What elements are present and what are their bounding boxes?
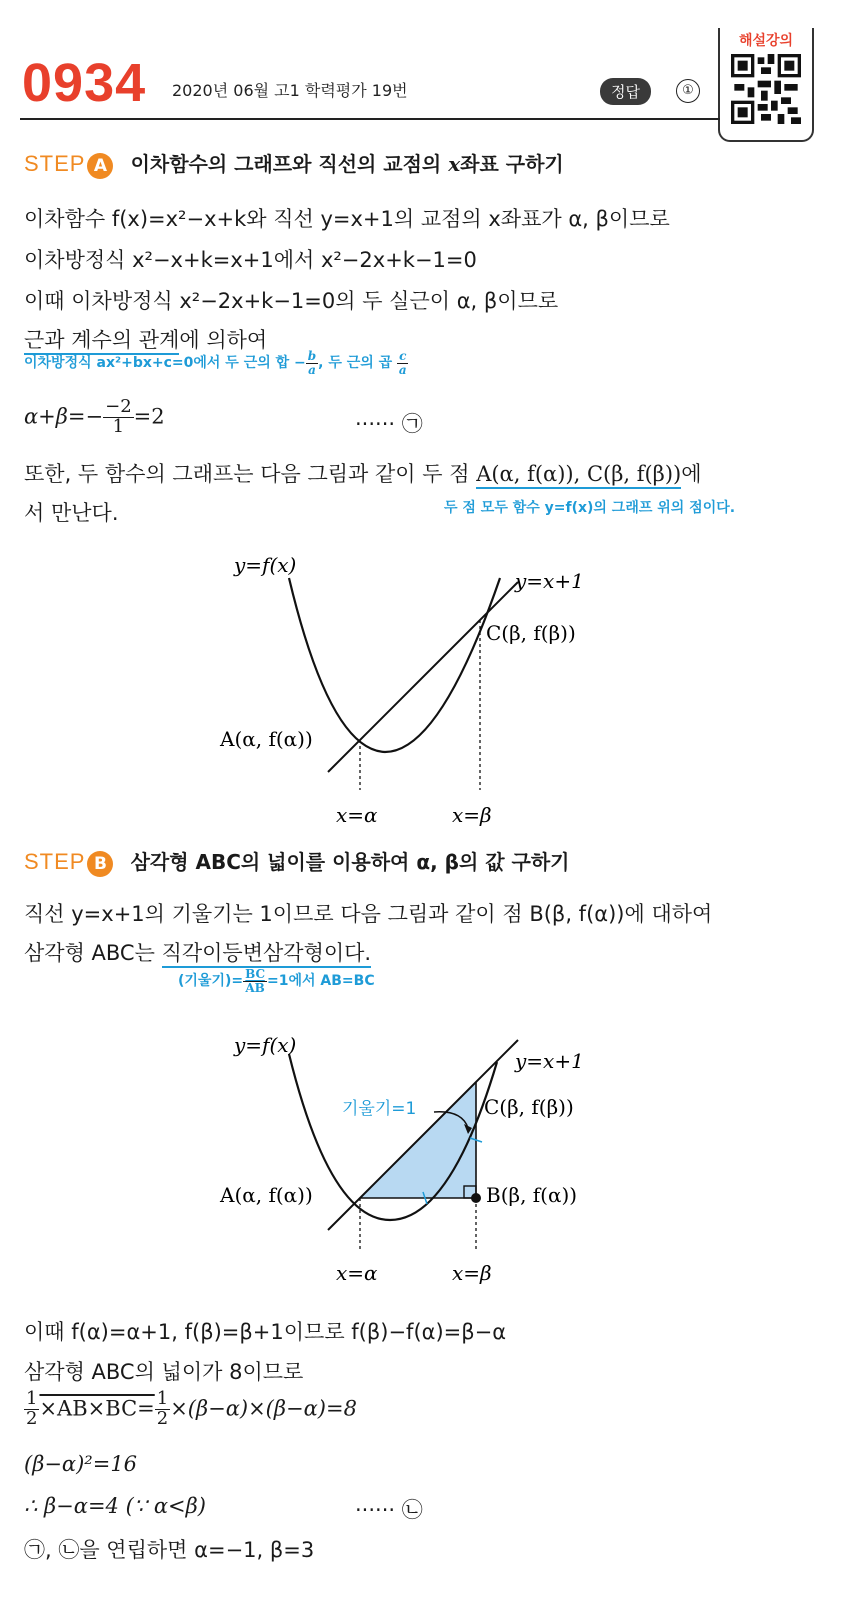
graph-2-x-alpha: x=α [336,1261,378,1285]
intersection-points: A(α, f(α)), C(β, f(β)) [476,462,681,489]
step-a-title: 이차함수의 그래프와 직선의 교점의 x좌표 구하기 [130,152,564,176]
step-a-line-5: 또한, 두 함수의 그래프는 다음 그림과 같이 두 점 A(α, f(α)), C(β, f(β))에 [24,458,702,488]
header-rule [20,118,720,120]
step-b-line-3: 이때 f(α)=α+1, f(β)=β+1이므로 f(β)−f(α)=β−α [24,1320,507,1344]
final-answer: ㉠, ㉡을 연립하면 α=−1, β=3 [24,1538,315,1562]
point-b-dot [471,1193,481,1203]
graph-2-slope-label: 기울기=1 [342,1099,417,1119]
slope-note: (기울기)= $\frac{\overline{BC}}{AB}$ =1에서 AB=BC [178,967,375,995]
equation-3: (β−α)²=16 [24,1452,138,1476]
graph-2-x-beta: x=β [452,1261,492,1285]
step-a-header [24,148,564,179]
answer-label: 정답 [600,78,651,105]
step-b-line-1: 직선 y=x+1의 기울기는 1이므로 다음 그림과 같이 점 B(β, f(α))에 대하여 [24,902,713,926]
qr-label: 해설강의 [738,33,794,49]
step-b-line-4: 삼각형 ABC의 넓이가 8이므로 [24,1360,304,1384]
qr-code-box[interactable] [718,28,814,142]
graph-1-point-a: A(α, f(α)) [220,727,313,751]
graph-1-x-beta: x=β [452,803,492,827]
step-a-line-4: 근과 계수의 관계에 의하여 [24,324,267,354]
graph-1-parabola [289,578,500,752]
problem-number: 0934 [22,53,147,113]
vieta-relation-underline: 근과 계수의 관계 [24,328,179,355]
vieta-note: 이차방정식 ax²+bx+c=0에서 두 근의 합 − $\frac{b}{a}$ , 두 근의 곱 $\frac{c}{a}$ [24,349,407,377]
qr-code-icon [731,54,801,124]
graph-1-point-c: C(β, f(β)) [486,621,576,645]
graph-2-point-b: B(β, f(α)) [486,1183,578,1207]
problem-source: 2020년 06월 고1 학력평가 19번 [172,81,408,100]
step-b-word: STEP [24,849,86,874]
graph-2-line-label: y=x+1 [515,1049,584,1073]
step-a-word: STEP [24,151,86,176]
equation-4: ∴ β−α=4 (∵ α<β) [24,1494,206,1518]
equation-1-tag: ······ ㉠ [355,412,423,436]
equation-2: $\frac{1}{2}$ ×AB×BC= $\frac{1}{2}$ ×(β−α)×(β−α)=8 [26,1388,357,1429]
right-isosceles-underline: 직각이등변삼각형이다. [162,941,372,968]
graph-2-point-c: C(β, f(β)) [484,1095,574,1119]
graph-2 [0,1020,843,1310]
graph-2-curve-label: y=f(x) [234,1033,297,1057]
graph-2-point-a: A(α, f(α)) [220,1183,313,1207]
graph-1-line-label: y=x+1 [515,569,584,593]
step-a-line-6: 서 만난다. [24,501,119,525]
answer-value: ① [676,79,700,103]
graph-1 [0,540,843,840]
step-b-badge: B [87,851,113,877]
step-a-badge: A [87,153,113,179]
points-note: 두 점 모두 함수 y=f(x)의 그래프 위의 점이다. [444,500,736,516]
step-a-line-2: 이차방정식 x²−x+k=x+1에서 x²−2x+k−1=0 [24,248,477,272]
step-a-line-1: 이차함수 f(x)=x²−x+k와 직선 y=x+1의 교점의 x좌표가 α, β이므로 [24,207,670,231]
graph-1-curve-label: y=f(x) [234,553,297,577]
step-b-title: 삼각형 ABC의 넓이를 이용하여 α, β의 값 구하기 [130,850,570,874]
step-b-header [24,846,569,877]
graph-1-line [328,582,518,772]
equation-4-tag: ······ ㉡ [355,1498,423,1522]
graph-1-x-alpha: x=α [336,803,378,827]
equation-1: α+β=− $\frac{-2}{1}$ =2 [24,396,165,437]
step-a-line-3: 이때 이차방정식 x²−2x+k−1=0의 두 실근이 α, β이므로 [24,289,559,313]
step-b-line-2: 삼각형 ABC는 직각이등변삼각형이다. [24,937,371,967]
